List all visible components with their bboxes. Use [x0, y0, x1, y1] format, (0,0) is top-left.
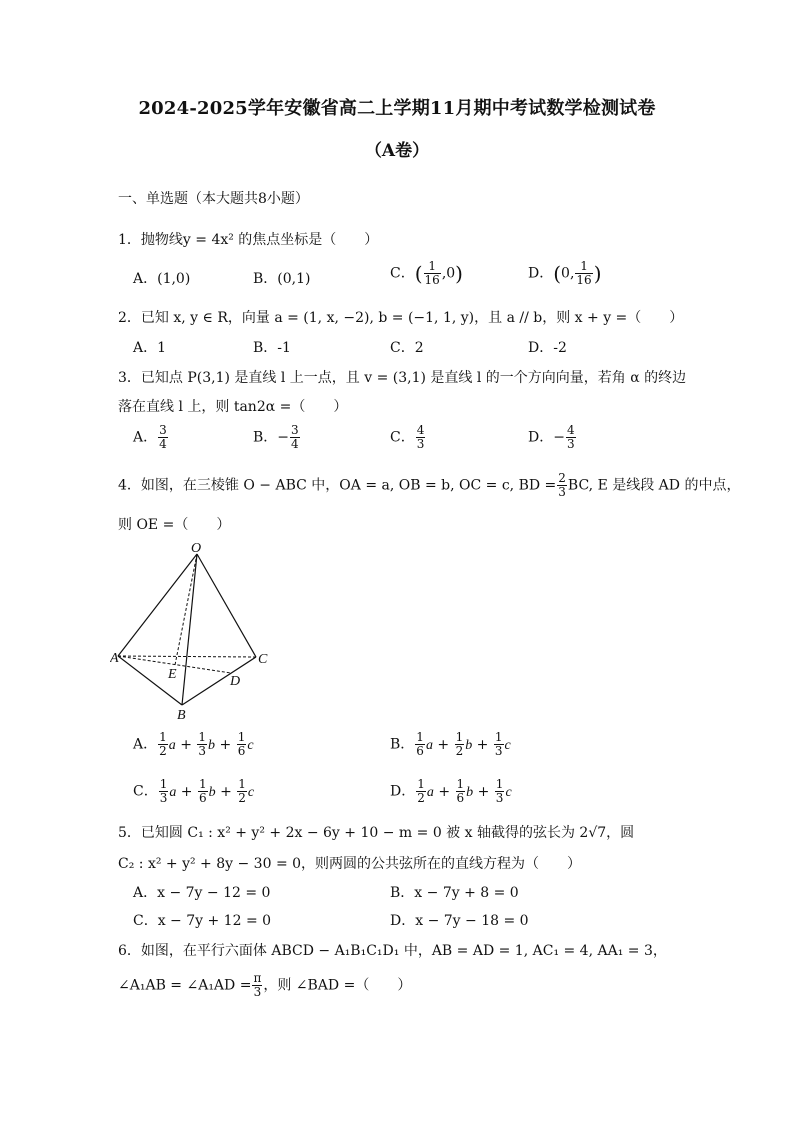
- page-title: 2024-2025学年安徽省高二上学期11月期中考试数学检测试卷: [138, 98, 656, 119]
- q1-option-d: D．(0, $\frac{1}{16}$ ): [528, 259, 602, 287]
- term-fraction: $\frac{1}{6}$: [199, 777, 207, 805]
- term-fraction: $\frac{1}{2}$: [159, 730, 167, 758]
- q2-option-a: A．1: [133, 340, 167, 356]
- term-vector: b: [465, 737, 473, 753]
- term-fraction: $\frac{1}{3}$: [495, 777, 504, 805]
- segment-OE-hidden: [175, 554, 197, 665]
- q5-option-a: A．x − 7y − 12 = 0: [133, 885, 271, 901]
- q1-option-c-fraction: $\frac{1}{16}$: [424, 259, 440, 287]
- label-O: O: [191, 541, 202, 556]
- q4-option-d-expr: $\frac{1}{2}$ a + $\frac{1}{6}$ b + $\frac{1}{3}$ c: [417, 777, 512, 805]
- q1-option-c-tail: ,0: [441, 265, 456, 282]
- q6-stem-tail: ，则 ∠BAD =（ ）: [263, 977, 412, 994]
- question-6-stem: 6．如图，在平行六面体 ABCD − A₁B₁C₁D₁ 中，AB = AD = 1, AC₁ = 4, AA₁ = 3，: [118, 943, 667, 959]
- q3-option-b: [253, 424, 301, 451]
- question-3-stem-line2: 落在直线 l 上，则 tan2α =（ ）: [118, 399, 348, 415]
- edge-OC: [197, 554, 256, 657]
- q2-option-c: C．2: [390, 340, 424, 356]
- q4-option-c-expr: $\frac{1}{3}$ a + $\frac{1}{6}$ b + $\frac{1}{2}$ c: [159, 777, 255, 805]
- page-subtitle: （A卷）: [364, 141, 430, 161]
- term-fraction: $\frac{1}{2}$: [238, 777, 246, 805]
- q4-stem-fraction: $\frac{2}{3}$: [558, 471, 566, 499]
- question-5-stem: 5．已知圆 C₁ : x² + y² + 2x − 6y + 10 − m = 0 被 x 轴截得的弦长为 2√7，圆: [118, 825, 635, 841]
- q1-option-c: C．( $\frac{1}{16}$ ,0): [390, 259, 463, 287]
- term-vector: c: [247, 784, 255, 800]
- term-vector: b: [208, 737, 216, 753]
- q4-option-c-label: C．: [133, 783, 158, 800]
- q4-stem-head: 4．如图，在三棱锥 O − ABC 中，OA = a, OB = b, OC = c, BD =: [118, 477, 557, 494]
- term-fraction: $\frac{1}{6}$: [416, 730, 424, 758]
- q1-option-b: B．(0,1): [253, 271, 311, 287]
- q4-option-a-label: A．: [133, 736, 158, 753]
- q4-option-b: [390, 731, 511, 758]
- q3-option-b-label: B．−: [253, 429, 290, 446]
- q3-option-a-label: A．: [133, 429, 158, 446]
- q3-option-b-fraction: $\frac{3}{4}$: [291, 423, 299, 451]
- question-4-stem: [118, 472, 740, 499]
- term-vector: a: [168, 737, 176, 753]
- q5-option-d: D．x − 7y − 18 = 0: [390, 913, 529, 929]
- term-fraction: $\frac{1}{3}$: [494, 730, 503, 758]
- term-fraction: $\frac{1}{2}$: [455, 730, 464, 758]
- q4-option-a-expr: $\frac{1}{2}$ a + $\frac{1}{3}$ b + $\frac{1}{6}$ c: [159, 730, 254, 758]
- question-5-stem-line2: C₂ : x² + y² + 8y − 30 = 0，则两圆的公共弦所在的直线方程为（ ）: [118, 856, 582, 872]
- q4-option-b-expr: $\frac{1}{6}$ a + $\frac{1}{2}$ b + $\frac{1}{3}$ c: [416, 730, 511, 758]
- edge-OB: [182, 554, 197, 705]
- term-vector: a: [169, 784, 177, 800]
- q6-stem-head: ∠A₁AB = ∠A₁AD =: [118, 977, 252, 994]
- label-A: A: [110, 651, 119, 666]
- q1-option-d-head: 0,: [561, 265, 575, 282]
- tetrahedron-figure: [110, 540, 280, 722]
- q3-option-d: [528, 424, 577, 451]
- label-B: B: [177, 708, 186, 722]
- label-C: C: [258, 652, 268, 667]
- q3-option-a: [133, 424, 169, 451]
- q3-option-c-label: C．: [390, 429, 415, 446]
- term-fraction: $\frac{1}{6}$: [456, 777, 465, 805]
- q3-option-d-fraction: $\frac{4}{3}$: [566, 423, 575, 451]
- term-vector: b: [466, 784, 474, 800]
- q6-stem-fraction: $\frac{\pi}{3}$: [253, 971, 262, 999]
- term-vector: b: [208, 784, 216, 800]
- term-vector: c: [505, 784, 512, 800]
- question-3-stem: 3．已知点 P(3,1) 是直线 l 上一点，且 v = (3,1) 是直线 l 的一个方向向量，若角 α 的终边: [118, 370, 687, 386]
- question-2-stem: 2．已知 x, y ∈ R，向量 a = (1, x, −2), b = (−1, 1, y)，且 a // b，则 x + y =（ ）: [118, 310, 684, 326]
- q3-option-c: [390, 424, 426, 451]
- q1-option-a: A．(1,0): [133, 271, 191, 287]
- term-vector: c: [247, 737, 254, 753]
- section-heading: 一、单选题（本大题共8小题）: [118, 191, 309, 207]
- question-6-stem-line2: [118, 972, 411, 999]
- edge-OA: [118, 554, 197, 656]
- term-fraction: $\frac{1}{3}$: [198, 730, 207, 758]
- label-D: D: [230, 674, 241, 689]
- q1-option-c-label: C．: [390, 265, 415, 282]
- q1-option-d-fraction: $\frac{1}{16}$: [576, 259, 592, 287]
- q4-stem-tail: BC, E 是线段 AD 的中点，: [567, 477, 741, 494]
- q4-option-a: [133, 731, 254, 758]
- q5-option-c: C．x − 7y + 12 = 0: [133, 913, 272, 929]
- q4-option-c: [133, 778, 254, 805]
- term-vector: a: [425, 737, 433, 753]
- term-vector: c: [504, 737, 511, 753]
- term-fraction: $\frac{1}{3}$: [159, 777, 168, 805]
- q4-option-d: [390, 778, 512, 805]
- edge-BC: [182, 657, 256, 705]
- label-E: E: [168, 667, 177, 682]
- q5-option-b: B．x − 7y + 8 = 0: [390, 885, 519, 901]
- q2-option-d: D．-2: [528, 340, 567, 356]
- term-fraction: $\frac{1}{6}$: [237, 730, 246, 758]
- q4-option-d-label: D．: [390, 783, 416, 800]
- question-1-stem: 1．抛物线y = 4x² 的焦点坐标是（ ）: [118, 232, 379, 248]
- q3-option-d-label: D．−: [528, 429, 565, 446]
- q3-option-a-fraction: $\frac{3}{4}$: [159, 423, 167, 451]
- q2-option-b: B．-1: [253, 340, 291, 356]
- q4-option-b-label: B．: [390, 736, 415, 753]
- q1-option-d-label: D．: [528, 265, 554, 282]
- q3-option-c-fraction: $\frac{4}{3}$: [416, 423, 425, 451]
- term-fraction: $\frac{1}{2}$: [417, 777, 425, 805]
- question-4-stem-line2: 则 OE =（ ）: [118, 517, 231, 533]
- term-vector: a: [426, 784, 434, 800]
